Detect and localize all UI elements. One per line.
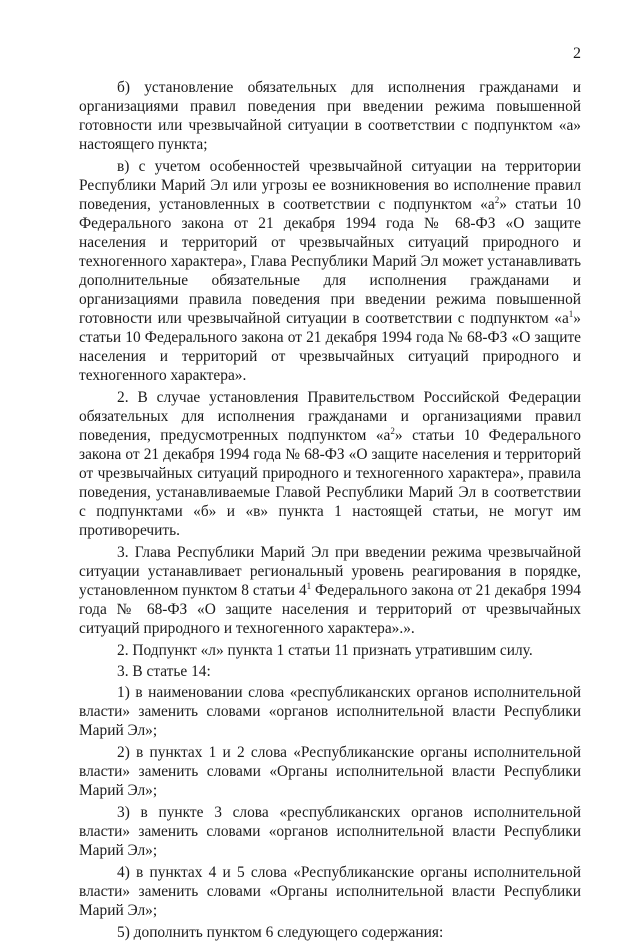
paragraph-item-3 — [79, 543, 581, 638]
text-run: 2. Подпункт «л» пункта 1 статьи 11 признать утратившим силу. — [117, 642, 533, 659]
text-run: 5) дополнить пунктом 6 следующего содержания: — [117, 924, 444, 941]
paragraph-article14-sub4 — [79, 863, 581, 920]
superscript-mark: 2 — [390, 425, 395, 436]
superscript-mark: 2 — [494, 194, 500, 205]
paragraph-article14-sub5 — [79, 923, 581, 942]
text-run: 3. В статье 14: — [117, 663, 211, 680]
text-run: » статьи 10 Федерального закона от 21 декабря 1994 года № 68-ФЗ «О защите населения и территорий от чрезвычайных ситуаций природного и техногенного характера». — [79, 310, 581, 384]
text-run: Федерального закона от 21 декабря 1994 года № 68-ФЗ «О защите населения и территорий от чрезвычайных ситуаций природного и техногенного характера».». — [79, 582, 581, 637]
text-run: 4) в пунктах 4 и 5 слова «Республиканские органы исполнительной власти» заменить словами «Органы исполнительной власти Республики Марий Эл»; — [79, 864, 581, 919]
page-number: 2 — [573, 45, 581, 62]
text-run: б) установление обязательных для исполнения гражданами и организациями правил поведения при введении режима повышенной готовности или чрезвычайной ситуации в соответствии с подпунктом «а» настоящего пункта; — [79, 79, 581, 153]
paragraph-article14-sub1 — [79, 683, 581, 740]
paragraph-subitem-b — [79, 78, 581, 154]
text-run: 1) в наименовании слова «республиканских органов исполнительной власти» заменить словами «органов исполнительной власти Республики Марий Эл»; — [79, 684, 581, 739]
superscript-mark: 1 — [568, 308, 574, 319]
paragraph-item-2 — [79, 388, 581, 540]
paragraph-amendment-2 — [79, 641, 581, 660]
paragraph-subitem-v — [79, 157, 581, 385]
text-run: » статьи 10 Федерального закона от 21 декабря 1994 года № 68-ФЗ «О защите населения и территорий от чрезвычайных ситуаций природного и техногенного характера», правила поведения, устанавливаемые Главой Республики Марий Эл в соответствии с подпунктами «б» и «в» пункта 1 настоящей статьи, не могут им противоречить. — [79, 427, 582, 539]
superscript-mark: 1 — [306, 580, 312, 591]
paragraph-article14-sub2 — [79, 743, 581, 800]
paragraph-article14-sub3 — [79, 803, 581, 860]
text-run: 2. В случае установления Правительством Российской Федерации обязательных для исполнения гражданами и организациями правил поведения, предусмотренных подпунктом «а — [79, 389, 581, 444]
document-body — [79, 78, 581, 945]
text-run: 2) в пунктах 1 и 2 слова «Республиканские органы исполнительной власти» заменить словами «Органы исполнительной власти Республики Марий Эл»; — [79, 744, 581, 799]
text-run: в) с учетом особенностей чрезвычайной ситуации на территории Республики Марий Эл или угрозы ее возникновения во исполнение правил поведения, установленных в соответствии с подпунктом «а — [79, 158, 581, 213]
paragraph-amendment-3 — [79, 662, 581, 681]
text-run: 3. Глава Республики Марий Эл при введении режима чрезвычайной ситуации устанавливает региональный уровень реагирования в порядке, установленном пунктом 8 статьи 4 — [79, 544, 581, 599]
text-run: » статьи 10 Федерального закона от 21 декабря 1994 года № 68-ФЗ «О защите населения и территорий от чрезвычайных ситуаций природного и техногенного характера», Глава Республики Марий Эл может устанавливать дополнительные обязательные для исполнения гражданами и организациями правила поведения при введении режима повышенной готовности или чрезвычайной ситуации в соответствии с подпунктом «а — [79, 196, 581, 327]
text-run: 3) в пункте 3 слова «республиканских органов исполнительной власти» заменить словами «органов исполнительной власти Республики Марий Эл»; — [79, 804, 581, 859]
